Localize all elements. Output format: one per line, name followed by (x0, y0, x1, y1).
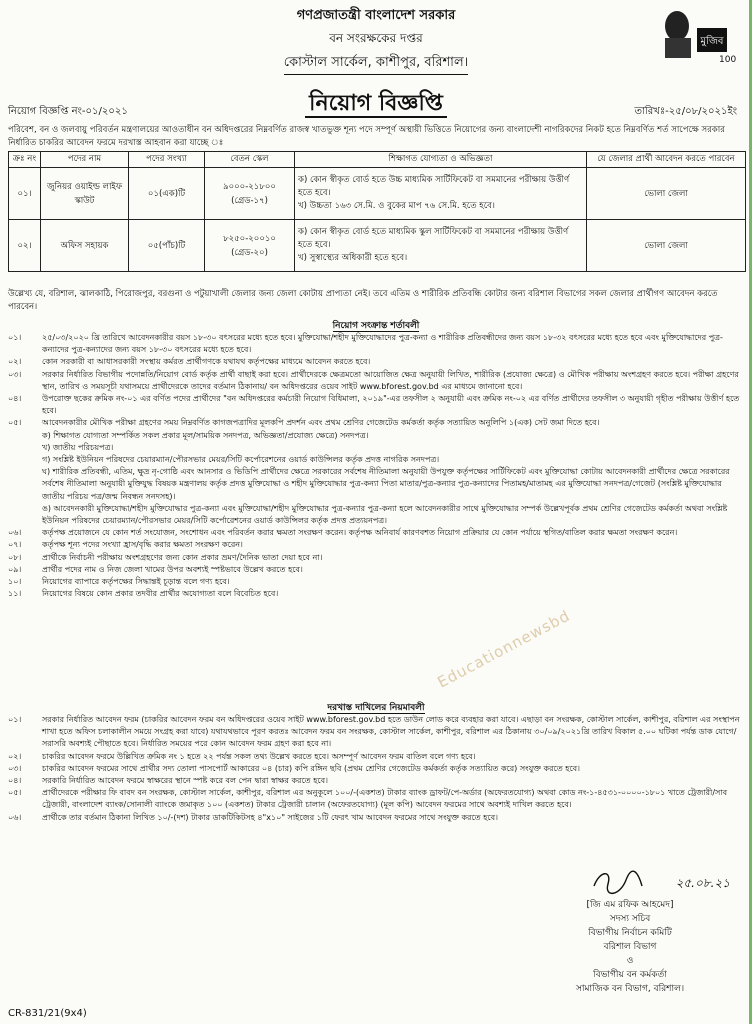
table-row (9, 220, 746, 272)
signatory-name: [জি এম রফিক আহমেদ] (586, 900, 674, 910)
submission-heading: দরখাস্ত দাখিলের নিয়মাবলী (327, 703, 425, 713)
col-header: শিক্ষাগত যোগ্যতা ও অভিজ্ঞতা (295, 152, 587, 168)
conditions-list (8, 332, 746, 600)
quota-note: উল্লেখ্য যে, বরিশাল, ঝালকাঠি, পিরোজপুর, বরগুনা ও পটুয়াখালী জেলার জন্য জেলা কোটায় প্রাপ্যতা নেই। তবে এতিম ও শারীরিক প্রতিবন্ধি কোটার জন্য বরিশাল বিভাগের সকল জেলার প্রার্থীগণ আবেদন করতে পারবেন। (8, 289, 718, 312)
cell-count: ০৫(পাঁচ)টি (129, 220, 205, 272)
item-text: আবেদনকারীর মৌখিক পরীক্ষা গ্রহণের সময় নিম্নবর্ণিত কাগজপত্রাদির মূলকপি প্রদর্শন এবং প্রথম শ্রেণির গেজেটেড কর্মকর্তা কর্তৃক সত্যায়িত অনুলিপি ১(এক) সেট জমা দিতে হবে। (42, 418, 600, 428)
col-header: বেতন স্কেল (205, 152, 295, 168)
list-item (8, 539, 746, 551)
item-text: সরকারি নির্ধারিত আবেদন ফরমে স্বাক্ষরের স্থানে স্পষ্ট করে বল পেন দ্বারা স্বাক্ষর করতে হবে। (42, 776, 328, 786)
item-text: নিয়োগের বিষয়ে কোন প্রকার তদবীর প্রার্থীর অযোগ্যতা বলে বিবেচিত হবে। (42, 589, 279, 599)
office-address: কোস্টাল সার্কেল, কাশীপুর, বরিশাল। (284, 53, 469, 75)
item-number: ০৩। (8, 369, 22, 379)
col-header: ক্রঃ নং (9, 152, 41, 168)
item-text: সরকার নির্ধারিত আবেদন ফরম (চাকরির আবেদন ফরম বন অধিদপ্তরের ওয়েব সাইট www.bforest.gov.bd হতে ডাউন লোড করে ব্যবহার করা যাবে। এছাড়া বন সংরক্ষক, কোস্টাল সার্কেল, কাশীপুর, বরিশাল এর সংস্থাপন শাখা হতে অফিস চলাকালীন সময়ে সংগ্রহ করা যাবে) যথাযথভাবে পূরণ করতঃ আবেদন ফরম বন সংরক্ষক, কোস্টাল সার্কেল, কাশীপুর, বরিশাল এর ঠিকানায় ৩০/০৯/২০২১খ্রি তারিখ বিকাল ৫.০০ ঘটিকা পর্যন্ত ডাক যোগে/সরাসরি অবশ্যই পৌছাতে হবে। নির্ধারিত সময়ের পরে কোন আবেদন ফরম গ্রহণ করা হবে না। (42, 715, 740, 749)
handwritten-signature (590, 866, 690, 902)
item-text: চাকরির আবেদন ফরমে উল্লিখিত ক্রমিক নং ১ হতে ২২ পর্যন্ত সকল তথ্য উল্লেখ করতে হবে। অসম্পূর্ণ আবেদন ফরম বাতিল বলে গণ্য হবে। (42, 751, 476, 761)
signatory-role: বিভাগীয় বন কর্মকর্তা (593, 970, 667, 980)
list-item (8, 787, 746, 811)
item-number: ০৩। (8, 763, 22, 773)
notice-date: তারিখঃ-২৫/০৮/২০২১ইং (634, 106, 737, 117)
item-text: চাকরির আবেদন ফরমের সাথে প্রার্থীর সদ্য তোলা পাসপোর্ট আকারের ০৪ (চার) কপি রঙ্গিন ছবি (প্রথম শ্রেণির গেজেটেড কর্মকর্তা কর্তৃক সত্যায়িত করে) সংযুক্ত করতে হবে। (42, 763, 580, 773)
signatory-role: সদস্য সচিব (609, 914, 651, 924)
signatory-role: বিভাগীয় নির্বাচন কমিটি (588, 928, 672, 938)
cell-count: ০১(এক)টি (129, 168, 205, 220)
mujib-100-logo (653, 6, 737, 66)
office-header (0, 6, 752, 75)
cell-qualification: ক) কোন স্বীকৃত বোর্ড হতে মাধ্যমিক স্কুল সার্টিফিকেট বা সমমানের পরীক্ষায় উত্তীর্ণ হতে হবে। খ) সুস্বাস্থ্যের অধিকারী হতে হবে। (295, 220, 587, 272)
item-text: প্রার্থীর পদের নাম ও নিজ জেলা খামের উপর অবশ্যই স্পষ্টভাবে উল্লেখ করতে হবে। (42, 564, 303, 574)
cell-qualification: ক) কোন স্বীকৃত বোর্ড হতে উচ্চ মাধ্যমিক সার্টিফিকেট বা সমমানের পরীক্ষায় উত্তীর্ণ হতে হবে। খ) উচ্চতা ১৬৩ সে.মি. ও বুকের মাপ ৭৬ সে.মি. হতে হবে। (295, 168, 587, 220)
item-text: গ) সংশ্লিষ্ট ইউনিয়ন পরিষদের চেয়ারম্যান/পৌরসভার মেয়র/সিটি কর্পোরেশনের ওয়ার্ড কাউন্সিলর কর্তৃক প্রদত্ত নাগরিক সনদপত্র। (42, 455, 440, 465)
list-item (8, 751, 746, 763)
item-number: ০৬। (8, 812, 22, 822)
item-text: প্রার্থীকে নির্বাচনী পরীক্ষায় অংশগ্রহণের জন্য কোন প্রকার ভ্রমণ/দৈনিক ভাতা দেয়া হবে না। (42, 552, 323, 562)
cell-scale: ৯০০০-২১৮০০ (গ্রেড-১৭) (205, 168, 295, 220)
item-number: ০৯। (8, 564, 22, 574)
item-text: কর্তৃপক্ষ প্রয়োজনে যে কোন শর্ত সংযোজন, সংশোধন এবং পরিবর্তন করার ক্ষমতা সংরক্ষণ করেন। কর্তৃপক্ষ অনিবার্য কারণবশত নিয়োগ প্রক্রিয়ার যে কোন পর্যায়ে স্থগিত/বাতিল করার ক্ষমতা সংরক্ষণ করেন। (42, 528, 678, 538)
list-item (8, 714, 746, 751)
item-text: প্রার্থীকে তার বর্তমান ঠিকানা লিখিত ১০/-(দশ) টাকার ডাকটিকিটসহ ৪"x১০" সাইজের ১টি ফেরৎ খাম আবেদন ফরমের সাথে সংযুক্ত করতে হবে। (42, 812, 498, 822)
list-item (8, 454, 746, 466)
list-item (8, 588, 746, 600)
item-number: ০৮। (8, 552, 22, 562)
list-item (8, 369, 746, 393)
item-number: ০২। (8, 357, 22, 367)
item-text: প্রার্থীদেরকে পরীক্ষার ফি বাবদ বন সংরক্ষক, কোস্টাল সার্কেল, কাশীপুর, বরিশাল এর অনুকূলে ১০০/-(একশত) টাকার ব্যাংক ড্রাফট/পে-অর্ডার (অফেরতযোগ্য) অথবা কোড নং-১-৪৫৩১-০০০০-১৮০১ খাতে ট্রেজারী/সাব ট্রেজারী, বাংলাদেশ ব্যাংক/সোনালী ব্যাংকে জমাকৃত ১০০ (একশত) টাকার ট্রেজারী চালান (অফেরতযোগ্য) (মূল কপি) আবেদন ফরমের সাথে অবশ্যই দাখিল করতে হবে। (42, 788, 728, 810)
list-item (8, 503, 746, 527)
list-item (8, 332, 746, 356)
item-text: কর্তৃপক্ষ শূন্য পদের সংখ্যা হ্রাস/বৃদ্ধি করার ক্ষমতা সংরক্ষণ করেন। (42, 540, 243, 550)
item-text: সরকার নির্ধারিত বিভাগীয় পদোন্নতি/নিয়োগ বোর্ড কর্তৃক প্রার্থী বাছাই করা হবে। প্রার্থীদেরকে ক্ষেত্রমতো আয়োজিত ক্ষেত্র অনুযায়ী লিখিত, শারীরিক (প্রযোজ্য ক্ষেত্রে) ও মৌখিক পরীক্ষায় অংশগ্রহণ করতে হবে। পরীক্ষা গ্রহণের স্থান, তারিখ ও সময়সূচী যথাসময়ে প্রার্থীদেরকে তাদের বর্তমান ঠিকানায়/ বন অধিদপ্তরের ওয়েব সাইট www.bforest.gov.bd এর মাধ্যমে জানানো হবে। (42, 369, 739, 391)
list-item (8, 775, 746, 787)
signatory-and: ও (626, 956, 634, 966)
item-number: ০৭। (8, 540, 22, 550)
vacancy-table (8, 151, 746, 272)
memo-number: নিয়োগ বিজ্ঞপ্তি নং-০১/২০২১ (8, 106, 128, 117)
item-number: ০৫। (8, 788, 22, 798)
cell-district: ভোলা জেলা (587, 220, 746, 272)
item-number: ০৪। (8, 394, 22, 404)
item-number: ১১। (8, 589, 22, 599)
item-number: ০৪। (8, 776, 22, 786)
item-number: ০২। (8, 751, 22, 761)
list-item (8, 564, 746, 576)
item-text: ঘ) শারীরিক প্রতিবন্ধী, এতিম, ক্ষুদ্র নৃ-গোষ্ঠি এবং আনসার ও ভিডিপি প্রার্থীদের ক্ষেত্রে সরকারের সর্বশেষ নীতিমালা অনুযায়ী উপযুক্ত কর্তৃপক্ষের সার্টিফিকেট এবং মুক্তিযোদ্ধা কোটায় আবেদনকারী প্রার্থীদের ক্ষেত্রে সরকারের সর্বশেষ নীতিমালা অনুযায়ী মুক্তিযুদ্ধ বিষয়ক মন্ত্রণালয় কর্তৃক প্রদত্ত মুক্তিযোদ্ধা ও শহীদ মুক্তিযোদ্ধার পুত্র-কন্যা পিতা মাতার/পুত্র-কন্যার পুত্র-কন্যাদের পিতামহ/মাতামহ এর মুক্তিযোদ্ধা সনদপত্র/গেজেট (সংশ্লিষ্ট মুক্তিযোদ্ধার জাতীয় পরিচয় পত্র/জন্ম নিবন্ধন সনদসহ)। (42, 467, 730, 501)
list-item (8, 527, 746, 539)
item-number: ০১। (8, 715, 22, 724)
cell-sl: ০২। (9, 220, 41, 272)
list-item (8, 356, 746, 368)
list-item (8, 763, 746, 775)
item-text: ক) শিক্ষাগত যোগ্যতা সম্পর্কিত সকল প্রকার মূল/সাময়িক সনদপত্র, অভিজ্ঞতা/প্রযোজ্য ক্ষেত্রে) সনদপত্র। (42, 430, 369, 440)
cell-scale: ৮২৫০-২০০১০ (গ্রেড-২০) (205, 220, 295, 272)
list-item (8, 576, 746, 588)
item-number: ০৫। (8, 418, 22, 428)
publication-code: CR-831/21(9x4) (8, 1008, 87, 1019)
signature-date: ২৫.০৮.২১ (675, 876, 730, 890)
item-text: উপরোক্ত ছকের ক্রমিক নং-০১ এর বর্ণিত পদের প্রার্থীদের "বন অধিদপ্তরের কর্মচারী নিয়োগ বিধিমালা, ২০১৯"-এর তফসীল ২ অনুযায়ী এবং ক্রমিক নং-০২ এর বর্ণিত প্রার্থীদের তফসীল ৩ অনুযায়ী গৃহীত পরীক্ষায় উত্তীর্ণ হতে হবে। (42, 394, 740, 416)
list-item (8, 393, 746, 417)
signatory-role: সামাজিক বন বিভাগ, বরিশাল। (575, 984, 685, 994)
col-header: পদের সংখ্যা (129, 152, 205, 168)
col-header: যে জেলার প্রার্থী আবেদন করতে পারবেন (587, 152, 746, 168)
logo-text: মুজিব (700, 36, 724, 47)
item-text: ২৫/০৩/২০২০ খ্রি তারিখে আবেদনকারীর বয়স ১৮-৩০ বৎসরের মধ্যে হতে হবে। মুক্তিযোদ্ধা/শহীদ মুক্তিযোদ্ধাদের পুত্র-কন্যা ও শারীরিক প্রতিবন্ধীদের জন্য বয়স ১৮-৩২ বৎসরের মধ্যে হতে হবে এবং মুক্তিযোদ্ধাদের পুত্র-কন্যাদের পুত্র-কন্যাদের জন্য বয়স ১৮-৩০ বৎসরের মধ্যে হতে হবে। (42, 333, 723, 355)
submission-list (8, 714, 746, 824)
item-text: কোন সরকারী বা আধাসরকারী সংস্থায় কর্মরত প্রার্থীগণকে যথাযথ কর্তৃপক্ষের মাধ্যমে আবেদন করতে হবে। (42, 357, 371, 367)
cell-district: ভোলা জেলা (587, 168, 746, 220)
watermark: Educationnewsbd (434, 606, 574, 692)
cell-post: জুনিয়র ওয়াইল্ড লাইফ স্কাউট (41, 168, 129, 220)
list-item (8, 417, 746, 429)
conditions-heading: নিয়োগ সংক্রান্ত শর্তাবলী (332, 321, 420, 331)
col-header: পদের নাম (41, 152, 129, 168)
notice-title: নিয়োগ বিজ্ঞপ্তি (0, 86, 752, 123)
item-number: ০১। (8, 333, 22, 342)
list-item (8, 430, 746, 442)
item-number: ১০। (8, 577, 22, 587)
cell-post: অফিস সহায়ক (41, 220, 129, 272)
govt-name: গণপ্রজাতন্ত্রী বাংলাদেশ সরকার (296, 8, 456, 23)
item-text: নিয়োগের ব্যাপারে কর্তৃপক্ষের সিদ্ধান্তই চূড়ান্ত বলে গণ্য হবে। (42, 577, 230, 587)
list-item (8, 466, 746, 503)
item-text: ঙ) আবেদনকারী মুক্তিযোদ্ধা/শহীদ মুক্তিযোদ্ধার পুত্র-কন্যা এবং মুক্তিযোদ্ধা/শহীদ মুক্তিযোদ্ধার পুত্র-কন্যার পুত্র-কন্যা হলে আবেদনকারীর সাথে মুক্তিযোদ্ধার সম্পর্ক উল্লেখপূর্বক প্রথম শ্রেণির গেজেটেড কর্মকর্তা অথবা সংশ্লিষ্ট ইউনিয়ন পরিষদের চেয়ারম্যান/পৌরসভার মেয়র/সিটি কর্পোরেশনের ওয়ার্ড কাউন্সিলর কর্তৃক প্রদত্ত প্রত্যয়নপত্র। (42, 503, 728, 526)
list-item (8, 552, 746, 564)
logo-number: 100 (719, 55, 737, 65)
list-item (8, 812, 746, 824)
item-number: ০৬। (8, 528, 22, 538)
intro-paragraph: পরিবেশ, বন ও জলবায়ু পরিবর্তন মন্ত্রণালয়ের আওতাধীন বন অধিদপ্তরের নিম্নবর্ণিত রাজস্ব খাতভুক্ত শূন্য পদে সম্পূর্ণ অস্থায়ী ভিত্তিতে নিয়োগের জন্য বাংলাদেশী নাগরিকদের নিকট হতে নিম্নবর্ণিত শর্ত সাপেক্ষে সরকার নির্ধারিত চাকরির আবেদন ফরমে দরখাস্ত আহবান করা যাচ্ছে ঃ (8, 125, 725, 148)
item-text: খ) জাতীয় পরিচয়পত্র। (42, 442, 114, 452)
table-row (9, 168, 746, 220)
signatory-role: বরিশাল বিভাগ (603, 942, 657, 952)
cell-sl: ০১। (9, 168, 41, 220)
list-item (8, 442, 746, 454)
office-name: বন সংরক্ষকের দপ্তর (329, 31, 423, 45)
table-header-row (9, 152, 746, 168)
